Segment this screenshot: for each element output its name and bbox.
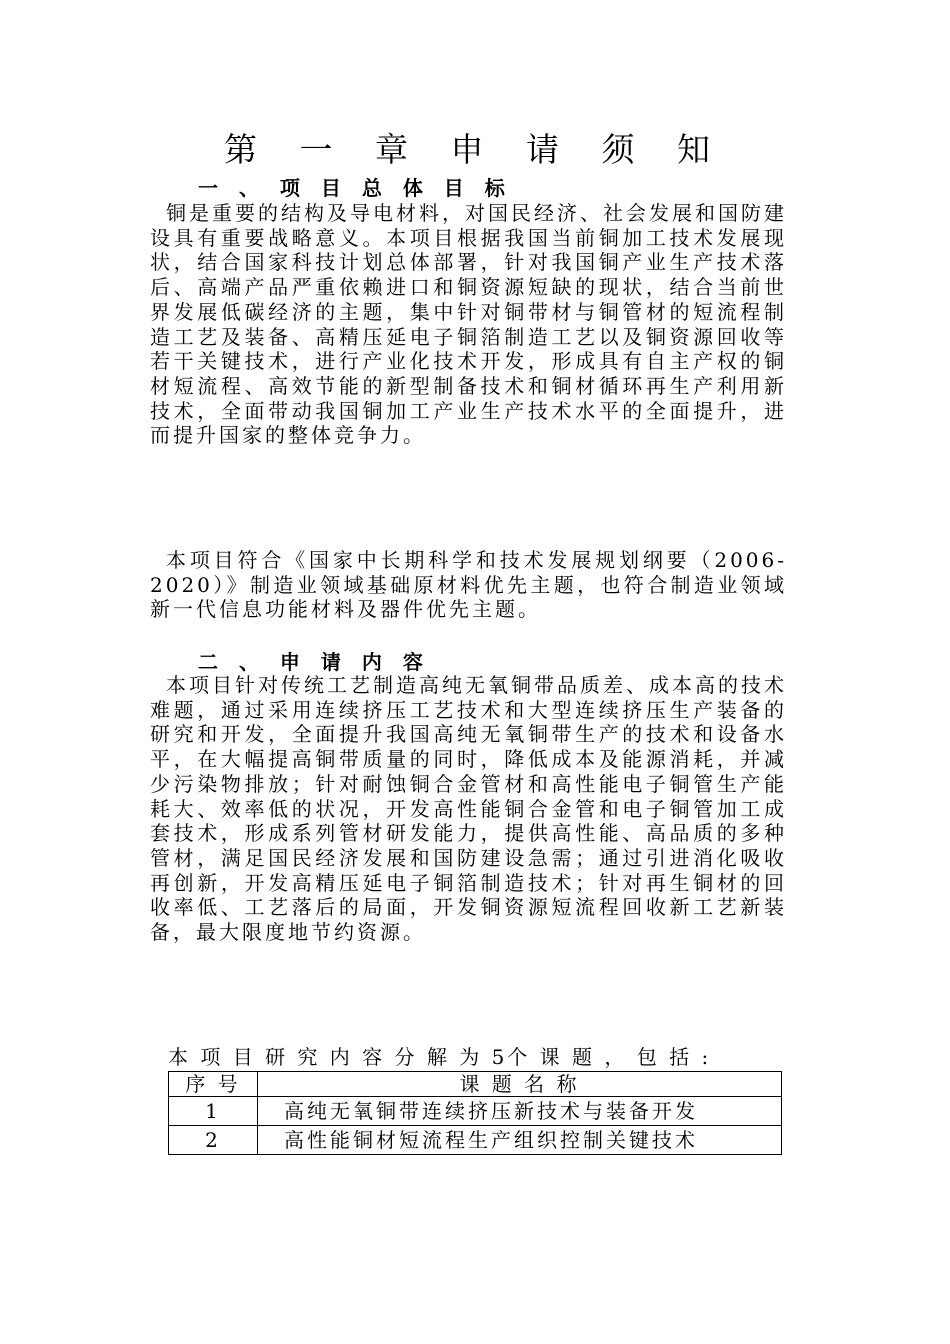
content-paragraph-1: 本项目针对传统工艺制造高纯无氧铜带品质差、成本高的技术难题，通过采用连续挤压工艺技术和大型连续挤压生产装备的研究和开发，全面提升我国高纯无氧铜带生产的技术和设备水平，在大幅提高铜带质量的同时，降低成本及能源消耗，并减少污染物排放；针对耐蚀铜合金管材和高性能电子铜管生产能耗大、效率低的状况，开发高性能铜合金管和电子铜管加工成套技术，形成系列管材研发能力，提供高性能、高品质的多种管材，满足国民经济发展和国防建设急需；通过引进消化吸收再创新，开发高精压延电子铜箔制造技术；针对再生铜材的回收率低、工艺落后的局面，开发铜资源短流程回收新工艺新装备，最大限度地节约资源。 <box>150 673 787 945</box>
table-header-row <box>169 1072 782 1097</box>
goals-paragraph-2: 本项目符合《国家中长期科学和技术发展规划纲要（2006-2020）》制造业领域基础原材料优先主题，也符合制造业领域新一代信息功能材料及器件优先主题。 <box>150 548 787 622</box>
column-header-number: 序 号 <box>169 1072 258 1097</box>
section-heading-goals: 一 、 项 目 总 体 目 标 <box>198 176 512 200</box>
chapter-title: 第 一 章 申 请 须 知 <box>224 130 726 169</box>
section-heading-content: 二 、 申 请 内 容 <box>198 650 430 674</box>
row-number: 2 <box>169 1126 258 1155</box>
table-row <box>169 1126 782 1155</box>
topics-table <box>168 1071 782 1155</box>
row-topic-name: 高性能铜材短流程生产组织控制关键技术 <box>258 1126 782 1155</box>
row-topic-name: 高纯无氧铜带连续挤压新技术与装备开发 <box>258 1097 782 1126</box>
table-row <box>169 1097 782 1126</box>
goals-paragraph-1: 铜是重要的结构及导电材料，对国民经济、社会发展和国防建设具有重要战略意义。本项目根据我国当前铜加工技术发展现状，结合国家科技计划总体部署，针对我国铜产业生产技术落后、高端产品严重依赖进口和铜资源短缺的现状，结合当前世界发展低碳经济的主题，集中针对铜带材与铜管材的短流程制造工艺及装备、高精压延电子铜箔制造工艺以及铜资源回收等若干关键技术，进行产业化技术开发，形成具有自主产权的铜材短流程、高效节能的新型制备技术和铜材循环再生产利用新技术，全面带动我国铜加工产业生产技术水平的全面提升，进而提升国家的整体竞争力。 <box>150 201 787 448</box>
row-number: 1 <box>169 1097 258 1126</box>
topics-intro: 本 项 目 研 究 内 容 分 解 为 5个 课 题 ， 包 括 : <box>168 1045 712 1069</box>
column-header-name: 课 题 名 称 <box>258 1072 782 1097</box>
